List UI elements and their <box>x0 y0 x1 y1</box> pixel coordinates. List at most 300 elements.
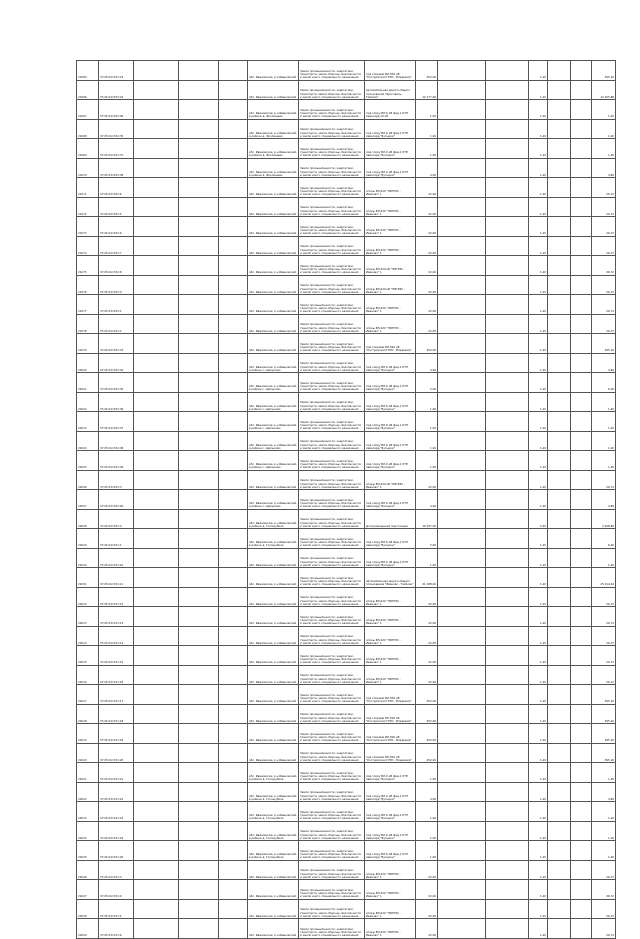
area: 22.00 <box>416 607 438 627</box>
empty-cell <box>219 314 248 334</box>
empty-cell <box>486 470 529 490</box>
area: 5.00 <box>416 529 438 549</box>
rate: 1,20 <box>529 880 548 900</box>
area: 22.00 <box>416 295 438 315</box>
empty-cell <box>438 295 486 315</box>
land-category: Земли промышленности, энергетики, транспорта, земли обороны, безопасности и земли иного специального назначения <box>299 217 365 237</box>
empty-cell <box>548 704 571 724</box>
address: обл. Ивановская, р-н Ивановский, в районе д. Голошубиха <box>248 529 299 549</box>
cadastral-number: 37:05:011702:39 <box>99 451 134 471</box>
area: 1.00 <box>416 548 438 568</box>
permitted-use: под опору ВЛ-6 кВ фид.1 КТП Авангард "Бутырки" <box>365 802 416 822</box>
empty-cell <box>571 80 592 100</box>
address: обл. Ивановская, р-н Ивановский, в районе д. Голошубиха <box>248 821 299 841</box>
land-category: Земли промышленности, энергетики, транспорта, земли обороны, безопасности и земли иного специального назначения <box>299 860 365 880</box>
row-id: 21077 <box>77 295 99 315</box>
empty-cell <box>134 646 179 666</box>
empty-cell <box>134 607 179 627</box>
land-category: Земли промышленности, энергетики, транспорта, земли обороны, безопасности и земли иного специального назначения <box>299 412 365 432</box>
empty-cell <box>438 392 486 412</box>
rate: 1,20 <box>529 353 548 373</box>
empty-cell <box>134 704 179 724</box>
address: обл. Ивановская, р-н Ивановский <box>248 685 299 705</box>
empty-cell <box>486 158 529 178</box>
empty-cell <box>486 100 529 120</box>
empty-cell <box>438 587 486 607</box>
row-id: 22027 <box>77 490 99 510</box>
empty-cell <box>179 568 219 588</box>
empty-cell <box>548 470 571 490</box>
area: 22.00 <box>416 275 438 295</box>
land-category: Земли промышленности, энергетики, транспорта, земли обороны, безопасности и земли иного специального назначения <box>299 373 365 393</box>
rate: 1,20 <box>529 80 548 100</box>
empty-cell <box>486 334 529 354</box>
permitted-use: под опорами ВЛ-500 кВ "Костромская ГРЭС - Владимир" <box>365 334 416 354</box>
empty-cell <box>548 256 571 276</box>
cadastral-number: 37:05:011701:18 <box>99 704 134 724</box>
empty-cell <box>486 236 529 256</box>
permitted-use: опоры ВЛ-220 "НИГРЭС - Иваново" 1 <box>365 178 416 198</box>
land-category: Земли промышленности, энергетики, транспорта, земли обороны, безопасности и земли иного специального назначения <box>299 451 365 471</box>
empty-cell <box>571 314 592 334</box>
empty-cell <box>486 607 529 627</box>
row-id: 22023 <box>77 412 99 432</box>
empty-cell <box>438 802 486 822</box>
cadastral-value: 1,20 <box>592 548 616 568</box>
rate: 1,20 <box>529 646 548 666</box>
empty-cell <box>438 509 486 529</box>
empty-cell <box>438 353 486 373</box>
cadastral-number: 37:05:011703:24 <box>99 80 134 100</box>
permitted-use: под опору ВЛ-6 кВ фид.1 КТП Авангард "Бутырки" <box>365 763 416 783</box>
rate: 1,20 <box>529 431 548 451</box>
table-row <box>77 100 616 120</box>
permitted-use: под опору ВЛ-6 кВ фид.1 КТП Авангард "Бутырки" <box>365 548 416 568</box>
row-id: 22021 <box>77 763 99 783</box>
permitted-use: опоры ВЛ-220 "НИГРЭС - Иваново" 1 <box>365 880 416 900</box>
area: 1.00 <box>416 763 438 783</box>
table-row <box>77 899 616 919</box>
cadastral-value: 4,80 <box>592 158 616 178</box>
row-id: 22017 <box>77 685 99 705</box>
empty-cell <box>548 353 571 373</box>
permitted-use: под опору ВЛ-6 кВ фид.1 КТП Авангард "Бутырки" <box>365 139 416 159</box>
empty-cell <box>179 295 219 315</box>
cadastral-number: 37:05:011702:38 <box>99 431 134 451</box>
rate: 1,20 <box>529 743 548 763</box>
empty-cell <box>548 607 571 627</box>
empty-cell <box>438 61 486 81</box>
permitted-use: опоры ВЛ-220 "НИГРЭС - Иваново" 1 <box>365 197 416 217</box>
empty-cell <box>438 880 486 900</box>
empty-cell <box>548 763 571 783</box>
address: обл. Ивановская, р-н Ивановский <box>248 626 299 646</box>
empty-cell <box>486 353 529 373</box>
empty-cell <box>179 178 219 198</box>
empty-cell <box>571 451 592 471</box>
empty-cell <box>219 802 248 822</box>
rate: 1,20 <box>529 119 548 139</box>
empty-cell <box>486 61 529 81</box>
cadastral-value: 26,72 <box>592 587 616 607</box>
row-id: 22028 <box>77 509 99 529</box>
table-row <box>77 646 616 666</box>
cadastral-number: 37:05:011701:25 <box>99 841 134 861</box>
cadastral-number: 37:05:011701:13 <box>99 607 134 627</box>
address: обл. Ивановская, р-н Ивановский <box>248 646 299 666</box>
area: 4.00 <box>416 782 438 802</box>
table-body <box>77 61 616 939</box>
row-id: 21067 <box>77 100 99 120</box>
empty-cell <box>571 880 592 900</box>
cadastral-number: 37:05:011701:19 <box>99 724 134 744</box>
empty-cell <box>548 724 571 744</box>
empty-cell <box>571 373 592 393</box>
land-category: Земли промышленности, энергетики, транспорта, земли обороны, безопасности и земли иного специального назначения <box>299 431 365 451</box>
empty-cell <box>179 275 219 295</box>
land-category: Земли промышленности, энергетики, транспорта, земли обороны, безопасности и земли иного специального назначения <box>299 236 365 256</box>
empty-cell <box>548 919 571 939</box>
empty-cell <box>438 607 486 627</box>
empty-cell <box>179 529 219 549</box>
cadastral-value: 26,72 <box>592 275 616 295</box>
area: 22.00 <box>416 860 438 880</box>
empty-cell <box>548 548 571 568</box>
rate: 1,20 <box>529 314 548 334</box>
area: 452.00 <box>416 61 438 81</box>
empty-cell <box>548 373 571 393</box>
empty-cell <box>438 782 486 802</box>
empty-cell <box>438 490 486 510</box>
empty-cell <box>548 665 571 685</box>
empty-cell <box>219 646 248 666</box>
address: обл. Ивановская, р-н Ивановский <box>248 704 299 724</box>
rate: 1,20 <box>529 782 548 802</box>
row-id: 22018 <box>77 704 99 724</box>
cadastral-value: 26,72 <box>592 236 616 256</box>
cadastral-number: 37:05:011701:1 <box>99 529 134 549</box>
cadastral-number: 37:05:011701:17 <box>99 685 134 705</box>
rate: 1,20 <box>529 860 548 880</box>
address: обл. Ивановская, р-н Ивановский <box>248 295 299 315</box>
area: 22.00 <box>416 217 438 237</box>
row-id: 22030 <box>77 548 99 568</box>
row-id: 21070 <box>77 158 99 178</box>
row-id: 21069 <box>77 139 99 159</box>
empty-cell <box>548 431 571 451</box>
cadastral-number: 37:05:011702:35 <box>99 119 134 139</box>
cadastral-value: 26,72 <box>592 646 616 666</box>
empty-cell <box>486 860 529 880</box>
cadastral-number: 37:05:011701:6 <box>99 919 134 939</box>
cadastral-number: 37:05:011701:14 <box>99 626 134 646</box>
empty-cell <box>438 334 486 354</box>
empty-cell <box>438 119 486 139</box>
table-row <box>77 763 616 783</box>
empty-cell <box>571 782 592 802</box>
land-category: Земли промышленности, энергетики, транспорта, земли обороны, безопасности и земли иного специального назначения <box>299 295 365 315</box>
empty-cell <box>179 197 219 217</box>
cadastral-value: 395,16 <box>592 704 616 724</box>
empty-cell <box>571 860 592 880</box>
empty-cell <box>134 763 179 783</box>
area: 10 177.00 <box>416 80 438 100</box>
area: 22.00 <box>416 256 438 276</box>
land-category: Земли промышленности, энергетики, транспорта, земли обороны, безопасности и земли иного специального назначения <box>299 587 365 607</box>
land-category: Земли промышленности, энергетики, транспорта, земли обороны, безопасности и земли иного специального назначения <box>299 646 365 666</box>
land-category: Земли промышленности, энергетики, транспорта, земли обороны, безопасности и земли иного специального назначения <box>299 61 365 81</box>
permitted-use: под опору ВЛ-6 кВ фид.1 КТП Авангард "Бутырки" <box>365 782 416 802</box>
permitted-use: опоры ВЛ-220 "НИГРЭС - Иваново" 1 <box>365 919 416 939</box>
cadastral-value: 26,72 <box>592 665 616 685</box>
empty-cell <box>438 80 486 100</box>
empty-cell <box>548 178 571 198</box>
address: обл. Ивановская, р-н Ивановский <box>248 665 299 685</box>
empty-cell <box>548 509 571 529</box>
area: 22.00 <box>416 899 438 919</box>
empty-cell <box>486 763 529 783</box>
table-row <box>77 919 616 939</box>
table-row <box>77 821 616 841</box>
area: 452.00 <box>416 724 438 744</box>
empty-cell <box>486 217 529 237</box>
permitted-use: под опорами ВЛ-500 кВ "Костромская ГРЭС - Владимир" <box>365 685 416 705</box>
permitted-use: под опору ВЛ-6 кВ фид.1 КТП Авангард "Бутырки" <box>365 373 416 393</box>
table-row <box>77 470 616 490</box>
empty-cell <box>438 256 486 276</box>
cadastral-number: 37:05:011702:9 <box>99 275 134 295</box>
address: обл. Ивановская, р-н Ивановский, в районе д. Голошубиха <box>248 509 299 529</box>
empty-cell <box>219 899 248 919</box>
empty-cell <box>134 353 179 373</box>
empty-cell <box>179 587 219 607</box>
empty-cell <box>219 217 248 237</box>
rate: 1,20 <box>529 178 548 198</box>
cadastral-number: 37:05:011701:12 <box>99 587 134 607</box>
cadastral-number: 37:05:011701:4 <box>99 880 134 900</box>
empty-cell <box>486 295 529 315</box>
permitted-use: под опорами ВЛ-500 кВ "Костромская ГРЭС - Владимир" <box>365 61 416 81</box>
empty-cell <box>571 587 592 607</box>
empty-cell <box>219 236 248 256</box>
land-category: Земли промышленности, энергетики, транспорта, земли обороны, безопасности и земли иного специального назначения <box>299 509 365 529</box>
rate: 1,20 <box>529 568 548 588</box>
rate: 1,20 <box>529 919 548 939</box>
empty-cell <box>179 821 219 841</box>
empty-cell <box>486 509 529 529</box>
empty-cell <box>486 782 529 802</box>
empty-cell <box>486 821 529 841</box>
empty-cell <box>438 763 486 783</box>
address: обл. Ивановская, р-н Ивановский <box>248 743 299 763</box>
empty-cell <box>438 412 486 432</box>
empty-cell <box>571 412 592 432</box>
cadastral-number: 37:05:011701:3 <box>99 860 134 880</box>
rate: 1,20 <box>529 802 548 822</box>
cadastral-number: 37:05:011702:37 <box>99 412 134 432</box>
table-row <box>77 685 616 705</box>
permitted-use: под опору ВЛ-6 кВ фид.1 КТП Авангард "Бутырки" <box>365 821 416 841</box>
empty-cell <box>571 665 592 685</box>
permitted-use: под опору ВЛ-6 кВ фид.1 КТП Авангард "Бутырки" <box>365 841 416 861</box>
permitted-use: под опорами ВЛ-500 кВ "Костромская ГРЭС - Владимир" <box>365 704 416 724</box>
address: обл. Ивановская, р-н Ивановский <box>248 61 299 81</box>
empty-cell <box>134 802 179 822</box>
empty-cell <box>134 782 179 802</box>
table-row <box>77 353 616 373</box>
cadastral-number: 37:05:011702:40 <box>99 490 134 510</box>
area: 22.00 <box>416 197 438 217</box>
rate: 1,20 <box>529 295 548 315</box>
empty-cell <box>571 568 592 588</box>
empty-cell <box>219 607 248 627</box>
row-id: 21065 <box>77 61 99 81</box>
empty-cell <box>548 743 571 763</box>
row-id: 22029 <box>77 919 99 939</box>
empty-cell <box>219 763 248 783</box>
permitted-use: под опорами ВЛ-500 кВ "Костромская ГРЭС - Владимир" <box>365 743 416 763</box>
empty-cell <box>548 685 571 705</box>
area: 1.00 <box>416 119 438 139</box>
address: обл. Ивановская, р-н Ивановский <box>248 314 299 334</box>
empty-cell <box>571 548 592 568</box>
area: 1.00 <box>416 821 438 841</box>
cadastral-value: 26,72 <box>592 607 616 627</box>
table-row <box>77 314 616 334</box>
empty-cell <box>548 275 571 295</box>
empty-cell <box>571 431 592 451</box>
address: обл. Ивановская, р-н Ивановский, в районе д. Голошубиха <box>248 782 299 802</box>
cadastral-value: 26,72 <box>592 899 616 919</box>
cadastral-value: 395,16 <box>592 724 616 744</box>
row-id: 22024 <box>77 821 99 841</box>
empty-cell <box>134 490 179 510</box>
area: 4.00 <box>416 158 438 178</box>
land-category: Земли промышленности, энергетики, транспорта, земли обороны, безопасности и земли иного специального назначения <box>299 841 365 861</box>
address: обл. Ивановская, р-н Ивановский, в районе д. Голошубиха <box>248 763 299 783</box>
row-id: 22026 <box>77 860 99 880</box>
empty-cell <box>134 529 179 549</box>
row-id: 21073 <box>77 217 99 237</box>
cadastral-value: 26,72 <box>592 256 616 276</box>
empty-cell <box>571 899 592 919</box>
cadastral-number: 37:05:011702:38 <box>99 158 134 178</box>
empty-cell <box>548 158 571 178</box>
cadastral-value: 395,16 <box>592 685 616 705</box>
empty-cell <box>486 568 529 588</box>
empty-cell <box>438 217 486 237</box>
empty-cell <box>179 80 219 100</box>
empty-cell <box>486 899 529 919</box>
address: обл. Ивановская, р-н Ивановский <box>248 236 299 256</box>
empty-cell <box>548 841 571 861</box>
area: 4.00 <box>416 490 438 510</box>
empty-cell <box>486 392 529 412</box>
cadastral-number: 37:05:011702:1 <box>99 295 134 315</box>
empty-cell <box>548 646 571 666</box>
empty-cell <box>571 100 592 120</box>
land-category: Земли промышленности, энергетики, транспорта, земли обороны, безопасности и земли иного специального назначения <box>299 158 365 178</box>
table-row <box>77 568 616 588</box>
permitted-use: опоры ВЛ-220 кВ "НИГРЭС - Иваново" 1 <box>365 470 416 490</box>
table-row <box>77 587 616 607</box>
empty-cell <box>134 139 179 159</box>
row-id: 21078 <box>77 314 99 334</box>
empty-cell <box>438 236 486 256</box>
area: 22.00 <box>416 470 438 490</box>
rate: 1,20 <box>529 139 548 159</box>
cadastral-number: 37:05:011703:23 <box>99 61 134 81</box>
empty-cell <box>571 919 592 939</box>
rate: 1,20 <box>529 451 548 471</box>
empty-cell <box>438 899 486 919</box>
empty-cell <box>438 919 486 939</box>
empty-cell <box>486 490 529 510</box>
empty-cell <box>134 431 179 451</box>
empty-cell <box>571 353 592 373</box>
address: обл. Ивановская, р-н Ивановский <box>248 880 299 900</box>
area: 1.00 <box>416 431 438 451</box>
empty-cell <box>134 899 179 919</box>
address: обл. Ивановская, р-н Ивановский, в районе с. Щелыково <box>248 451 299 471</box>
empty-cell <box>134 373 179 393</box>
empty-cell <box>438 548 486 568</box>
land-category: Земли промышленности, энергетики, транспорта, земли обороны, безопасности и земли иного специального назначения <box>299 763 365 783</box>
row-id: 22025 <box>77 451 99 471</box>
empty-cell <box>179 100 219 120</box>
empty-cell <box>134 334 179 354</box>
land-category: Земли промышленности, энергетики, транспорта, земли обороны, безопасности и земли иного специального назначения <box>299 80 365 100</box>
empty-cell <box>219 509 248 529</box>
empty-cell <box>179 646 219 666</box>
empty-cell <box>438 431 486 451</box>
cadastral-number: 37:05:011701:21 <box>99 763 134 783</box>
cadastral-number: 37:05:011701:11 <box>99 568 134 588</box>
empty-cell <box>486 373 529 393</box>
empty-cell <box>486 704 529 724</box>
cadastral-value: 1,20 <box>592 412 616 432</box>
table-row <box>77 529 616 549</box>
table-row <box>77 412 616 432</box>
cadastral-value: 6,00 <box>592 529 616 549</box>
empty-cell <box>179 802 219 822</box>
address: обл. Ивановская, р-н Ивановский, в районе д. Голошубиха <box>248 802 299 822</box>
empty-cell <box>571 139 592 159</box>
area: 22.00 <box>416 880 438 900</box>
empty-cell <box>179 470 219 490</box>
empty-cell <box>179 451 219 471</box>
empty-cell <box>571 685 592 705</box>
rate: 1,20 <box>529 236 548 256</box>
empty-cell <box>571 119 592 139</box>
address: обл. Ивановская, р-н Ивановский <box>248 587 299 607</box>
area: 22.00 <box>416 665 438 685</box>
cadastral-number: 37:05:011701:22 <box>99 782 134 802</box>
area: 452.00 <box>416 743 438 763</box>
land-category: Земли промышленности, энергетики, транспорта, земли обороны, безопасности и земли иного специального назначения <box>299 782 365 802</box>
empty-cell <box>571 178 592 198</box>
empty-cell <box>486 743 529 763</box>
empty-cell <box>179 743 219 763</box>
empty-cell <box>571 743 592 763</box>
empty-cell <box>219 295 248 315</box>
empty-cell <box>179 158 219 178</box>
row-id: 22027 <box>77 880 99 900</box>
area: 1.00 <box>416 451 438 471</box>
empty-cell <box>179 607 219 627</box>
land-category: Земли промышленности, энергетики, транспорта, земли обороны, безопасности и земли иного специального назначения <box>299 392 365 412</box>
empty-cell <box>219 431 248 451</box>
